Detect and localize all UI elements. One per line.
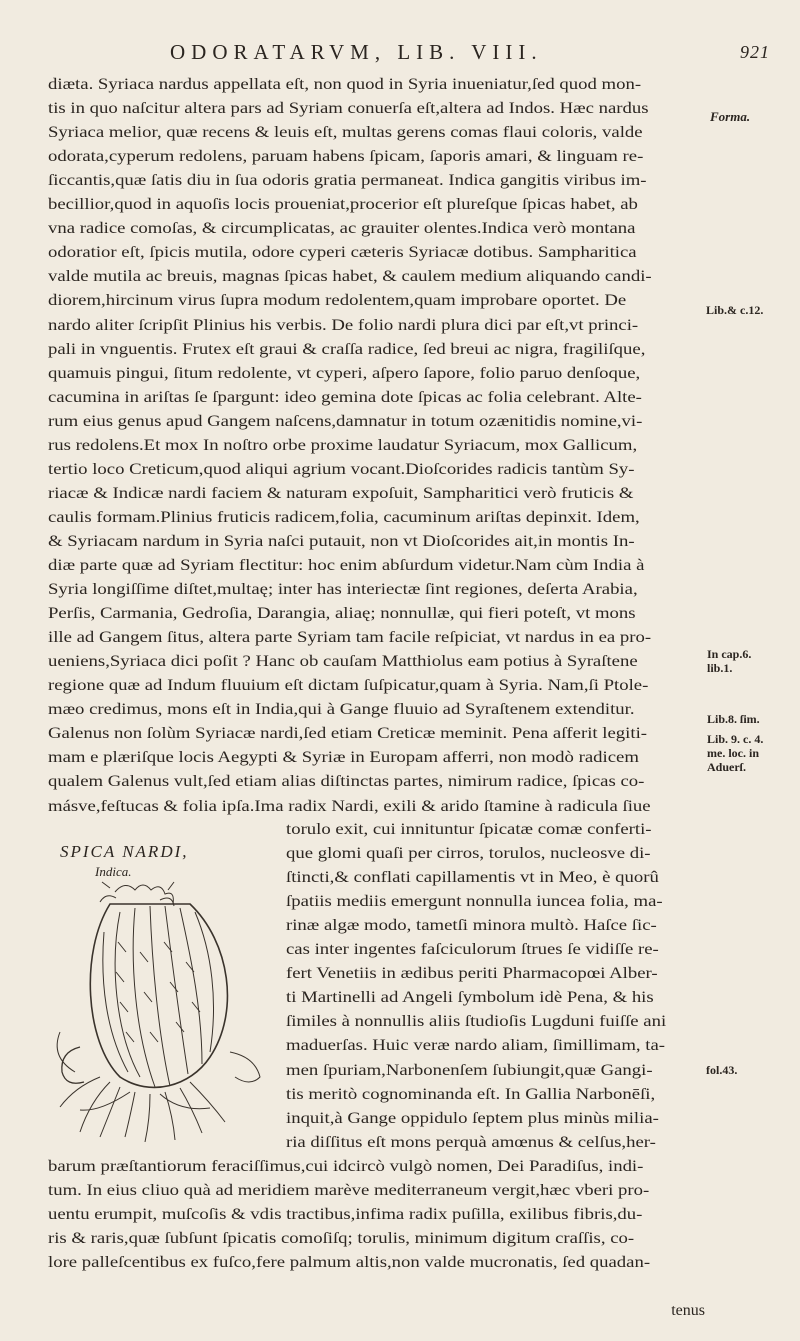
text-line: odorata,cyperum redolens, paruam habens ſpicam, ſaporis amari, & linguam re-: [48, 146, 644, 166]
text-line: ſimiles à nonnullis aliis ſtudioſis Lugduni fuiſſe ani: [286, 1011, 667, 1031]
text-line: regione quæ ad Indum fluuium eſt dictam ſuſpicatur,quam à Syria. Nam,ſi Ptole-: [48, 675, 649, 695]
running-header: [170, 40, 770, 70]
text-line: mam e plæriſque locis Aegypti & Syriæ in Europam afferri, non modò radicem: [48, 747, 639, 767]
text-line: quamuis pingui, ſitum redolente, vt cyperi, aſpero ſapore, folio paruo denſoque,: [48, 362, 641, 382]
text-line: lore palleſcentibus ex fuſco,fere palmum altis,non valde mucronatis, ſed quadan-: [48, 1252, 651, 1272]
text-line: qualem Galenus vult,ſed etiam alias diſtinctas partes, nimirum radice, ſpicas co-: [48, 771, 645, 791]
catchword: tenus: [671, 1302, 705, 1319]
text-line: uentu erumpit, muſcoſis & vdis tractibus,infima radix puſilla, exilibus fibris,du-: [48, 1204, 643, 1224]
text-line: ſpatiis mediis emergunt nonnulla iuncea folia, ma-: [286, 891, 663, 911]
text-line: diorem,hircinum virus ſupra modum redolentem,quam improbare oportet. De: [48, 290, 627, 310]
margin-note-lib8: Lib.8. ſim.: [707, 712, 760, 726]
text-line: Perſis, Carmania, Gedroſia, Darangia, aliaę; nonnullæ, qui fieri poteſt, vt mons: [48, 603, 636, 623]
figure-subtitle: Indica.: [95, 864, 132, 879]
text-line: Syria longiſſime diſtet,multaę; inter has interiectæ ſint regiones, deſerta Arabia,: [48, 579, 638, 599]
text-line: ueniens,Syriaca dici poſit ? Hanc ob cauſam Matthiolus eam potius à Syraſtene: [48, 651, 638, 671]
text-line: que glomi quaſi per cirros, torulos, nucleosve di-: [286, 843, 651, 863]
text-line: inquit,à Gange oppidulo ſeptem plus minùs milia-: [286, 1107, 659, 1127]
margin-note-aduers: Aduerſ.: [707, 760, 746, 774]
text-line: tis in quo naſcitur altera pars ad Syriam conuerſa eſt,altera ad Indos. Hæc nardus: [48, 98, 649, 118]
margin-note-me-loc: me. loc. in: [707, 746, 759, 760]
text-line: rinæ algæ modo, tametſi minora multò. Haſce ſic-: [286, 915, 657, 935]
text-line: torulo exit, cui innituntur ſpicatæ comæ conferti-: [286, 819, 652, 838]
page-number: 921: [740, 42, 770, 62]
text-line: Syriaca melior, quæ recens & leuis eſt, multas gerens comas flaui coloris, valde: [48, 122, 643, 142]
text-line: ti Martinelli ad Angeli ſymbolum idè Pena, & his: [286, 987, 654, 1007]
text-line: Galenus non ſolùm Syriacæ nardi,ſed etiam Creticæ meminit. Pena aſferit legiti-: [48, 723, 648, 743]
text-line: vna radice comoſas, & circumplicatas, ac grauiter olentes.Indica verò montana: [48, 218, 636, 238]
text-line: tertio loco Creticum,quod aliqui agrium vocant.Dioſcorides radicis tantùm Sy-: [48, 458, 635, 478]
text-line: cacumina in ariſtas ſe ſpargunt: ideo gemina dote ſpicas ac folia celebrant. Alte-: [48, 386, 642, 406]
figure-title: SPICA NARDI,: [60, 842, 189, 861]
text-line: tum. In eius cliuo quà ad meridiem marève mediterraneum vergit,hæc vberi pro-: [48, 1180, 650, 1200]
text-line: becillior,quod in aquoſis locis proueniat,procerior eſt plureſque ſpicas habet, ab: [48, 194, 638, 214]
text-line: cas inter ingentes faſciculorum ſtrues ſe vidiſſe re-: [286, 939, 659, 959]
text-line: diæta. Syriaca nardus appellata eſt, non quod in Syria inueniatur,ſed quod mon-: [48, 74, 642, 93]
text-line: ſtincti,& conflati capillamentis vt in Meo, è quorû: [286, 867, 659, 887]
text-line: ille ad Gangem ſitus, altera parte Syriam tam facile reſpiciat, vt nardus in ea pro-: [48, 627, 652, 647]
text-line: caulis formam.Plinius fruticis radicem,folia, cacuminum ariſtas depinxit. Idem,: [48, 506, 640, 526]
text-line: ſiccantis,quæ ſatis diu in ſua odoris gratia permaneat. Indica gangitis viribus im-: [48, 170, 647, 190]
margin-note-lib9: Lib. 9. c. 4.: [707, 732, 764, 746]
text-line: maduerſas. Huic veræ nardo aliam, ſimillimam, ta-: [286, 1035, 666, 1055]
margin-note-in-cap: In cap.6.: [707, 647, 752, 661]
spica-nardi-illustration: [40, 842, 280, 1142]
text-line: tis meritò cognominanda eſt. In Gallia Narbonēſi,: [286, 1083, 656, 1103]
text-line: men ſpuriam,Narbonenſem ſubiungit,quæ Gangi-: [286, 1059, 653, 1079]
nard-plant-engraving: [40, 842, 280, 1142]
margin-note-fol: fol.43.: [706, 1063, 738, 1077]
margin-note-forma: Forma.: [710, 109, 751, 124]
text-line: odoratior eſt, ſpicis mutila, odore cyperi cæteris Syriacæ dotibus. Sampharitica: [48, 242, 637, 262]
text-line: mæo credimus, mons eſt in India,qui à Gange fluuio ad Syraſtenem extenditur.: [48, 699, 635, 719]
text-line: riacæ & Indicæ nardi faciem & naturam expoſuit, Sampharitici verò fruticis &: [48, 482, 634, 502]
text-line: pali in vnguentis. Frutex eſt graui & craſſa radice, ſed breui ac nigra, fragiliſque,: [48, 338, 646, 358]
text-line: nardo aliter ſcripſit Plinius his verbis. De folio nardi plura dici par eſt,vt princi-: [48, 314, 639, 334]
margin-note-lib1: lib.1.: [707, 661, 733, 675]
text-line: valde mutila ac breuis, magnas ſpicas habet, & caulem medium aliquando candi-: [48, 266, 652, 286]
text-line: & Syriacam nardum in Syria naſci putauit, non vt Dioſcorides ait,in montis In-: [48, 530, 635, 550]
text-line: rus redolens.Et mox In noſtro orbe proxime laudatur Syriacum, mox Gallicum,: [48, 434, 638, 454]
text-line: rum eius genus apud Gangem naſcens,damnatur in totum ozænitidis nomine,vi-: [48, 410, 643, 430]
text-line: ria diſſitus eſt mons perquà amœnus & celſus,her-: [286, 1131, 656, 1151]
text-line: fert Venetiis in ædibus periti Pharmacopœi Alber-: [286, 963, 658, 983]
text-line: diæ parte quæ ad Syriam flectitur: hoc enim abſurdum videtur.Nam cùm India à: [48, 555, 645, 574]
text-line: ris & raris,quæ ſubſunt ſpicatis comoſiſq; torulis, minimum digitum craſſis, co-: [48, 1228, 635, 1248]
running-title: ODORATARVM, LIB. VIII.: [170, 40, 543, 64]
text-line: barum præſtantiorum feraciſſimus,cui idcircò vulgò nomen, Dei Paradiſus, indi-: [48, 1156, 644, 1175]
text-line: másve,feſtucas & folia ipſa.Ima radix Nardi, exili & arido ſtamine à radicula ſiue: [48, 795, 651, 815]
margin-note-lib-c12: Lib.& c.12.: [706, 303, 764, 317]
